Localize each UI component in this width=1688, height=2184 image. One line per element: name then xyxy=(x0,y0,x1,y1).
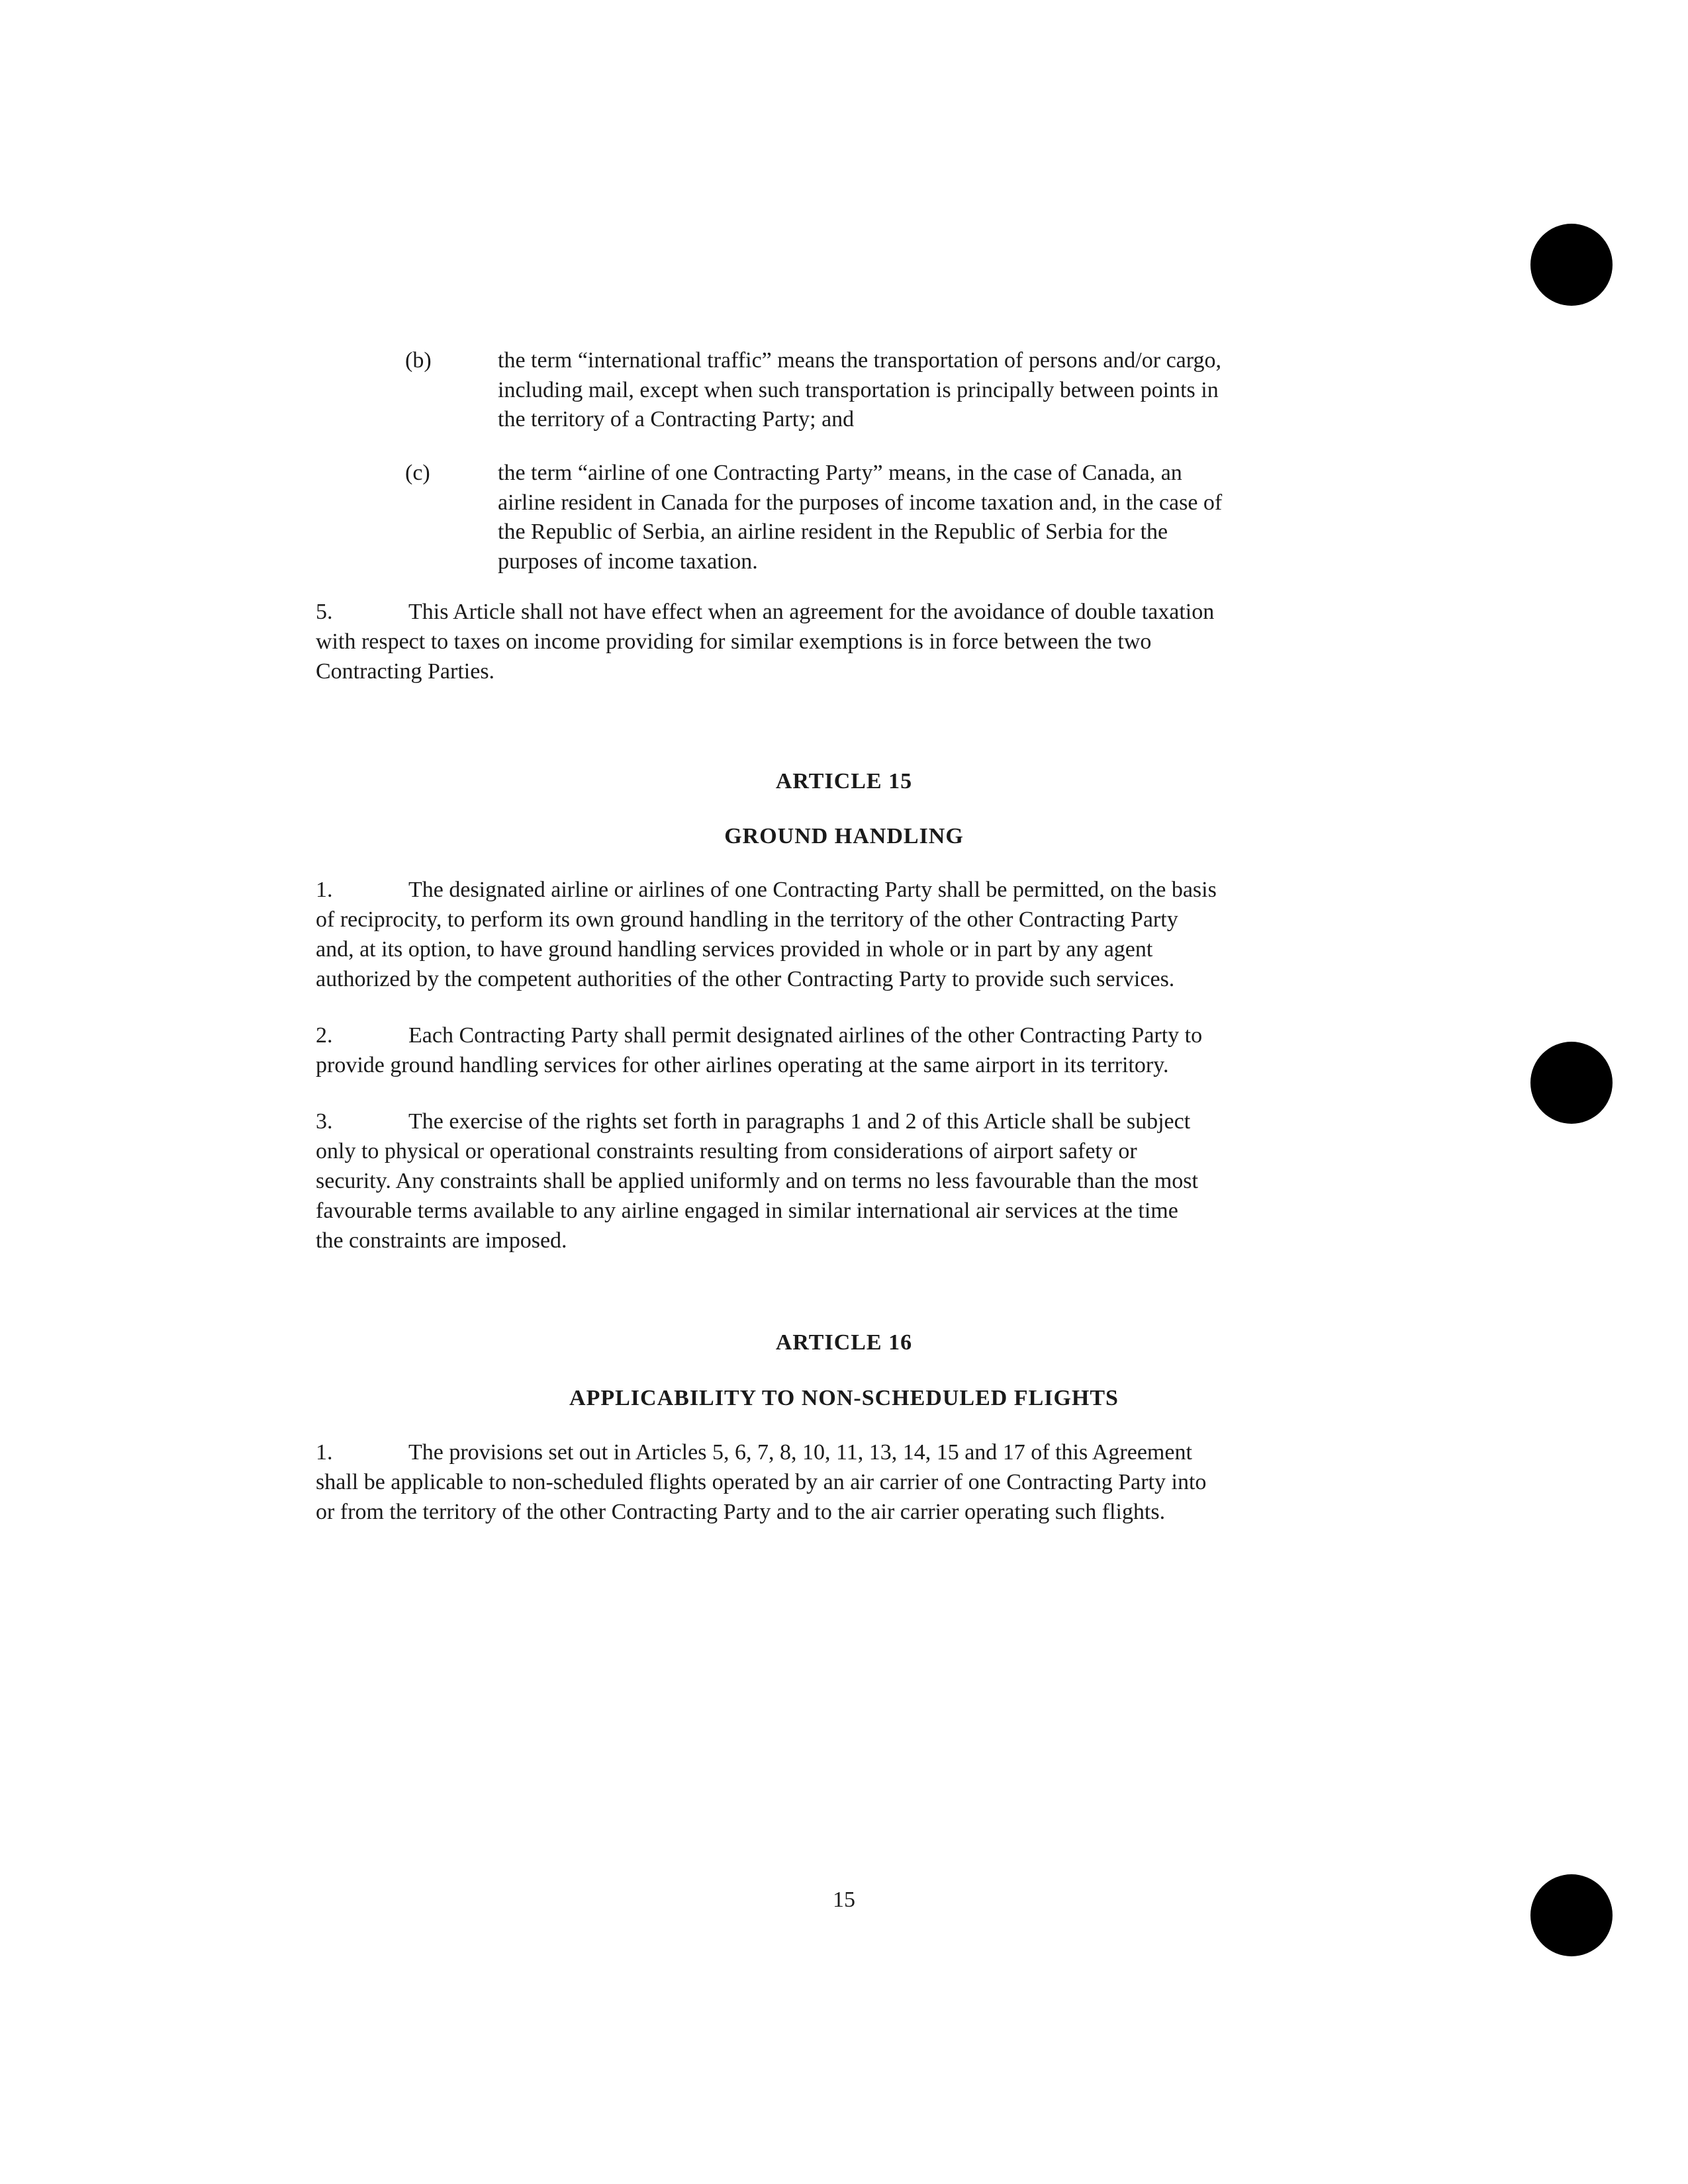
item-c-line-3: the Republic of Serbia, an airline resident in the Republic of Serbia for the xyxy=(498,520,1168,544)
article-15-para-3-line-4: favourable terms available to any airline engaged in similar international air services at the time xyxy=(316,1199,1178,1223)
punch-hole-middle xyxy=(1530,1042,1613,1124)
article-16-para-1-line-1: The provisions set out in Articles 5, 6, 7, 8, 10, 11, 13, 14, 15 and 17 of this Agreement xyxy=(408,1440,1192,1465)
article-16-para-1-line-2: shall be applicable to non-scheduled flights operated by an air carrier of one Contracting Party into xyxy=(316,1470,1207,1494)
page-number: 15 xyxy=(833,1888,855,1912)
article-16-title: ARTICLE 16 xyxy=(775,1330,913,1355)
article-15-para-3-number: 3. xyxy=(316,1109,333,1134)
article-15-para-1-line-3: and, at its option, to have ground handling services provided in whole or in part by any agent xyxy=(316,937,1153,962)
article-15-subtitle: GROUND HANDLING xyxy=(724,824,964,848)
article-16-para-1-number: 1. xyxy=(316,1440,333,1465)
article-15-para-1-line-2: of reciprocity, to perform its own ground handling in the territory of the other Contracting Party xyxy=(316,907,1178,932)
item-b-label: (b) xyxy=(405,348,432,373)
item-b-line-1: the term “international traffic” means the transportation of persons and/or cargo, xyxy=(498,348,1221,373)
para-5-line-2: with respect to taxes on income providing for similar exemptions is in force between the two xyxy=(316,629,1152,654)
article-15-title: ARTICLE 15 xyxy=(775,769,913,794)
para-5-line-3: Contracting Parties. xyxy=(316,659,495,684)
article-15-para-2-line-1: Each Contracting Party shall permit designated airlines of the other Contracting Party to xyxy=(408,1023,1203,1048)
article-15-para-3-line-2: only to physical or operational constraints resulting from considerations of airport safety or xyxy=(316,1139,1137,1163)
item-b-line-3: the territory of a Contracting Party; and xyxy=(498,407,855,432)
item-c-label: (c) xyxy=(405,461,430,485)
article-16-para-1-line-3: or from the territory of the other Contracting Party and to the air carrier operating such flights. xyxy=(316,1500,1166,1524)
article-15-para-3-line-5: the constraints are imposed. xyxy=(316,1228,567,1253)
article-15-para-3-line-1: The exercise of the rights set forth in paragraphs 1 and 2 of this Article shall be subject xyxy=(408,1109,1191,1134)
article-15-para-1-number: 1. xyxy=(316,878,333,902)
para-5-number: 5. xyxy=(316,600,333,624)
item-c-line-1: the term “airline of one Contracting Party” means, in the case of Canada, an xyxy=(498,461,1182,485)
para-5-line-1: This Article shall not have effect when an agreement for the avoidance of double taxation xyxy=(408,600,1215,624)
item-c-line-4: purposes of income taxation. xyxy=(498,549,758,574)
article-15-para-1-line-1: The designated airline or airlines of one Contracting Party shall be permitted, on the basis xyxy=(408,878,1217,902)
article-15-para-3-line-3: security. Any constraints shall be applied uniformly and on terms no less favourable than the most xyxy=(316,1169,1198,1193)
article-15-para-2-number: 2. xyxy=(316,1023,333,1048)
article-15-para-1-line-4: authorized by the competent authorities of the other Contracting Party to provide such services. xyxy=(316,967,1175,991)
article-16-subtitle: APPLICABILITY TO NON-SCHEDULED FLIGHTS xyxy=(569,1386,1119,1410)
article-15-para-2-line-2: provide ground handling services for other airlines operating at the same airport in its territory. xyxy=(316,1053,1169,1077)
punch-hole-bottom xyxy=(1530,1874,1613,1956)
punch-hole-top xyxy=(1530,224,1613,306)
item-c-line-2: airline resident in Canada for the purposes of income taxation and, in the case of xyxy=(498,490,1223,515)
item-b-line-2: including mail, except when such transportation is principally between points in xyxy=(498,378,1219,402)
